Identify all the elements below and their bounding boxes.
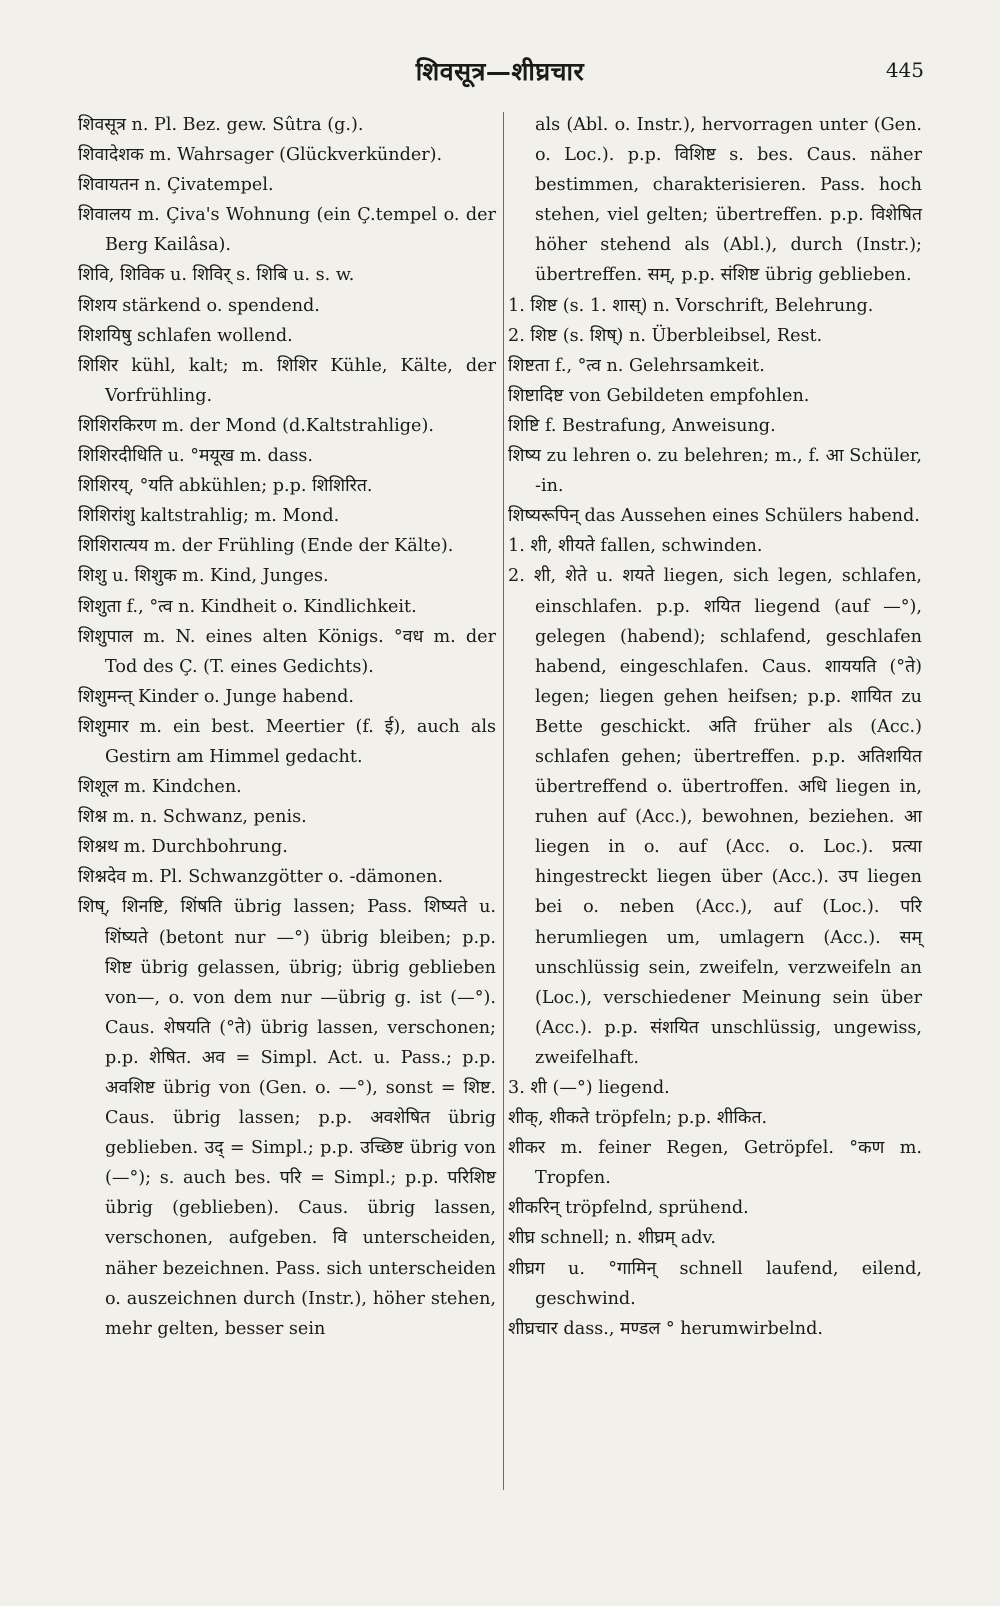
dictionary-entry: शिशुपाल m. N. eines alten Königs. °वध m. der Tod des Ç. (T. eines Gedichts). — [78, 626, 496, 677]
dictionary-entry: शिशिरात्यय m. der Frühling (Ende der Kälte). — [78, 536, 454, 557]
dictionary-entry: शिष्टता f., °त्व n. Gelehrsamkeit. — [508, 355, 765, 376]
dictionary-entry: शीघ्रग u. °गामिन् schnell laufend, eilend, geschwind. — [508, 1258, 922, 1309]
dictionary-entry: शिष्, शिनष्टि, शिंषति übrig lassen; Pass. शिष्यते u. शिंष्यते (betont nur —°) übrig bleiben; p.p. शिष्ट übrig gelassen, übrig; übrig geblieben von—, o. von dem nur —übrig g. ist (—°). Caus. शेषयति (°ते) übrig lassen, verschonen; p.p. शेषित. अव = Simpl. Act. u. Pass.; p.p. अवशिष्ट übrig von (Gen. o. —°), sonst = शिष्ट. Caus. übrig lassen; p.p. अवशेषित übrig geblieben. उद् = Simpl.; p.p. उच्छिष्ट übrig von (—°); s. auch bes. परि = Simpl.; p.p. परिशिष्ट übrig (geblieben). Caus. übrig lassen, verschonen, aufgeben. वि unterscheiden, näher bezeichnen. Pass. sich unterscheiden o. auszeichnen durch (Instr.), höher stehen, mehr gelten, besser sein — [78, 897, 496, 1339]
dictionary-entry: शिशुमन्त् Kinder o. Junge habend. — [78, 686, 354, 707]
column-divider — [503, 112, 504, 1490]
dictionary-entry-continuation: als (Abl. o. Instr.), hervorragen unter (Gen. o. Loc.). p.p. विशिष्ट s. bes. Caus. näher bestimmen, charakterisieren. Pass. hoch stehen, viel gelten; übertreffen. p.p. विशेषित höher stehend als (Abl.), durch (Instr.); übertreffen. सम्, p.p. संशिष्ट übrig geblieben. — [535, 115, 922, 286]
dictionary-entry: शिष्यरूपिन् das Aussehen eines Schülers habend. — [508, 506, 920, 527]
dictionary-entry: शिशय stärkend o. spendend. — [78, 295, 320, 316]
dictionary-entry: 3. शी (—°) liegend. — [508, 1078, 670, 1098]
dictionary-entry: शिशिरांशु kaltstrahlig; m. Mond. — [78, 506, 340, 527]
dictionary-entry: 2. शिष्ट (s. शिष्) n. Überbleibsel, Rest. — [508, 325, 823, 346]
dictionary-entry: शिश्नथ m. Durchbohrung. — [78, 837, 288, 858]
page-number: 445 — [885, 58, 924, 82]
dictionary-entry: शिवालय m. Çiva's Wohnung (ein Ç.tempel o. der Berg Kailâsa). — [78, 205, 496, 256]
dictionary-entry: शिशूल m. Kindchen. — [78, 777, 242, 798]
dictionary-entry: 2. शी, शेते u. शयते liegen, sich legen, schlafen, einschlafen. p.p. शयित liegend (auf —°), gelegen (habend); schlafend, geschlafen habend, eingeschlafen. Caus. शाययति (°ते) legen; liegen gehen heifsen; p.p. शायित zu Bette geschickt. अति früher als (Acc.) schlafen gehen; übertreffen. p.p. अतिशयित übertreffend o. übertroffen. अधि liegen in, ruhen auf (Acc.), bewohnen, beziehen. आ liegen in o. auf (Acc. o. Loc.). प्रत्या hingestreckt liegen über (Acc.). उप liegen bei o. neben (Acc.), auf (Loc.). परि herumliegen um, umlagern (Acc.). सम् unschlüssig sein, zweifeln, verzweifeln an (Loc.), verschiedener Meinung sein über (Acc.). p.p. संशयित unschlüssig, ungewiss, zweifelhaft. — [508, 566, 922, 1068]
dictionary-entry: शिशुता f., °त्व n. Kindheit o. Kindlichkeit. — [78, 596, 417, 617]
dictionary-entry: शिशुमार m. ein best. Meertier (f. ई), auch als Gestirn am Himmel gedacht. — [78, 716, 496, 767]
dictionary-entry: 1. शिष्ट (s. 1. शास्) n. Vorschrift, Belehrung. — [508, 295, 874, 316]
dictionary-entry: शिष्टादिष्ट von Gebildeten empfohlen. — [508, 385, 810, 406]
dictionary-entry: शिशयिषु schlafen wollend. — [78, 325, 293, 346]
dictionary-entry: शीकर m. feiner Regen, Getröpfel. °कण m. Tropfen. — [508, 1138, 922, 1189]
dictionary-entry: शिष्य zu lehren o. zu belehren; m., f. आ Schüler, -in. — [508, 446, 922, 497]
dictionary-entry: शिश्न m. n. Schwanz, penis. — [78, 807, 307, 828]
dictionary-entry: शिवायतन n. Çivatempel. — [78, 175, 274, 196]
dictionary-entry: शिवि, शिविक u. शिविर् s. शिबि u. s. w. — [78, 265, 355, 286]
running-head: शिवसूत्र—शीघ्रचार — [415, 57, 585, 86]
dictionary-entry: शिशिरय्, °यति abkühlen; p.p. शिशिरित. — [78, 476, 373, 497]
dictionary-entry: शिशिर kühl, kalt; m. शिशिर Kühle, Kälte, der Vorfrühling. — [78, 355, 496, 406]
dictionary-entry: शीघ्र schnell; n. शीघ्रम् adv. — [508, 1228, 716, 1249]
right-column — [508, 110, 922, 1344]
dictionary-entry: 1. शी, शीयते fallen, schwinden. — [508, 536, 763, 557]
left-column — [78, 110, 496, 1344]
page-header — [0, 54, 1000, 88]
dictionary-entry: शिवसूत्र n. Pl. Bez. gew. Sûtra (g.). — [78, 115, 364, 135]
dictionary-entry: शिश्नदेव m. Pl. Schwanzgötter o. -dämonen. — [78, 867, 444, 888]
dictionary-entry: शिष्टि f. Bestrafung, Anweisung. — [508, 415, 776, 436]
dictionary-entry: शीक्, शीकते tröpfeln; p.p. शीकित. — [508, 1108, 768, 1129]
dictionary-entry: शिशु u. शिशुक m. Kind, Junges. — [78, 566, 329, 587]
dictionary-entry: शीघ्रचार dass., मण्डल ° herumwirbelnd. — [508, 1318, 823, 1339]
dictionary-entry: शिशिरदीधिति u. °मयूख m. dass. — [78, 446, 313, 467]
dictionary-entry: शिशिरकिरण m. der Mond (d.Kaltstrahlige). — [78, 415, 434, 436]
dictionary-entry: शिवादेशक m. Wahrsager (Glückverkünder). — [78, 145, 443, 166]
dictionary-entry: शीकरिन् tröpfelnd, sprühend. — [508, 1198, 749, 1219]
